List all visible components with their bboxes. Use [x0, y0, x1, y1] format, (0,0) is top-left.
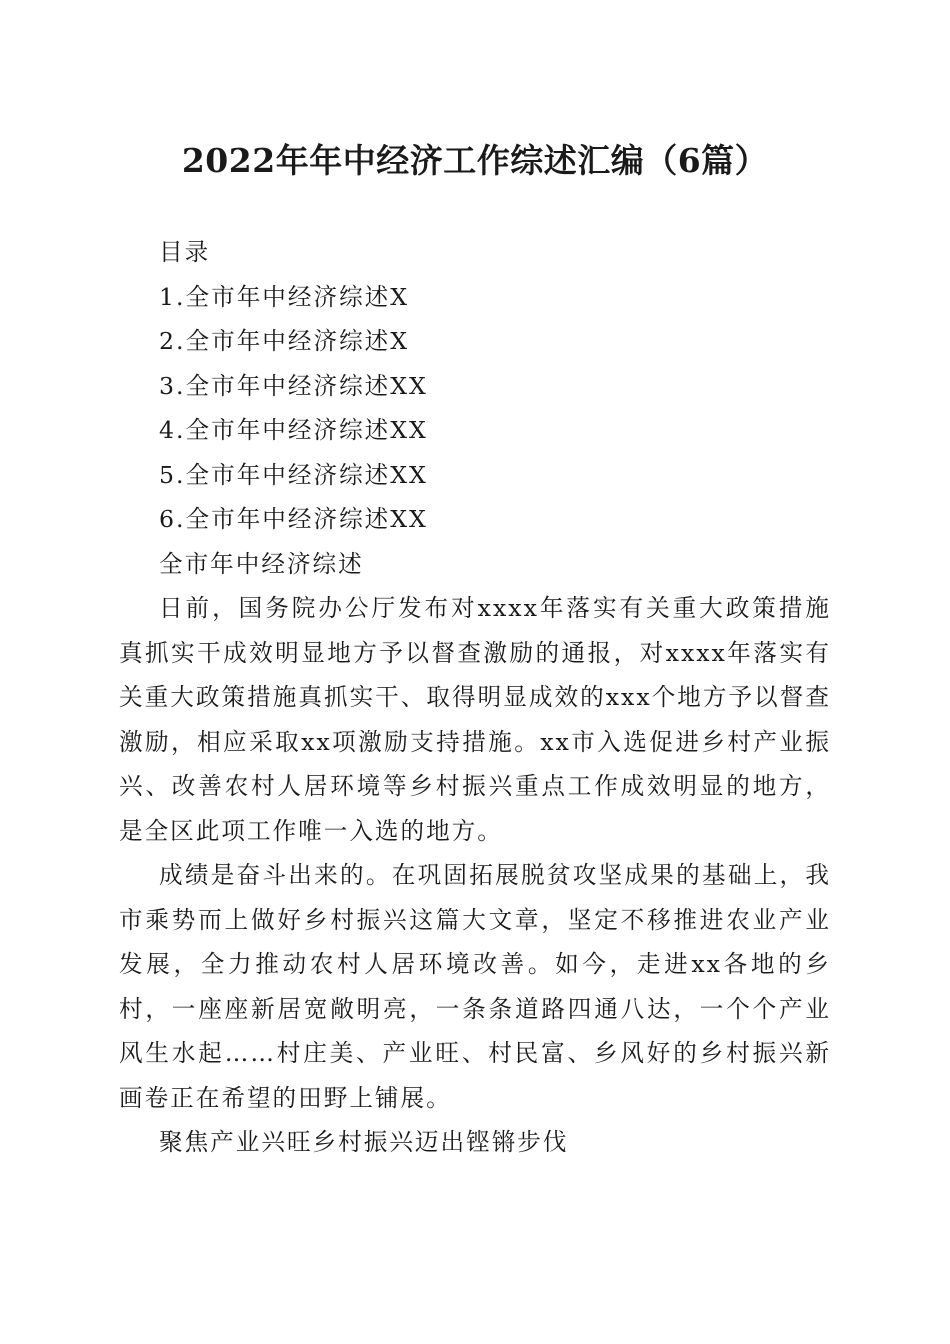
document-title: 2022年年中经济工作综述汇编（6篇）	[181, 141, 769, 180]
toc-item: 6.全市年中经济综述XX	[159, 505, 428, 533]
toc-item: 1.全市年中经济综述X	[159, 282, 410, 311]
toc-heading: 目录	[159, 238, 211, 266]
section-title: 全市年中经济综述	[159, 549, 364, 578]
document-body	[119, 230, 831, 1165]
subheading: 聚焦产业兴旺乡村振兴迈出铿锵步伐	[159, 1128, 569, 1156]
body-paragraph: 成绩是奋斗出来的。在巩固拓展脱贫攻坚成果的基础上，我市乘势而上做好乡村振兴这篇大文章，坚定不移推进农业产业发展，全力推动农村人居环境改善。如今，走进xx各地的乡村，一座座新居宽敞明亮，一条条道路四通八达，一个个产业风生水起……村庄美、产业旺、村民富、乡风好的乡村振兴新画卷正在希望的田野上铺展。	[119, 861, 831, 1112]
toc-item: 3.全市年中经济综述XX	[159, 371, 428, 400]
toc-item: 5.全市年中经济综述XX	[159, 460, 428, 489]
toc-item: 2.全市年中经济综述X	[159, 327, 410, 355]
body-paragraph: 日前，国务院办公厅发布对xxxx年落实有关重大政策措施真抓实干成效明显地方予以督查激励的通报，对xxxx年落实有关重大政策措施真抓实干、取得明显成效的xxx个地方予以督查激励，相应采取xx项激励支持措施。xx市入选促进乡村产业振兴、改善农村人居环境等乡村振兴重点工作成效明显的地方，是全区此项工作唯一入选的地方。	[119, 594, 831, 845]
toc-item: 4.全市年中经济综述XX	[159, 416, 428, 444]
